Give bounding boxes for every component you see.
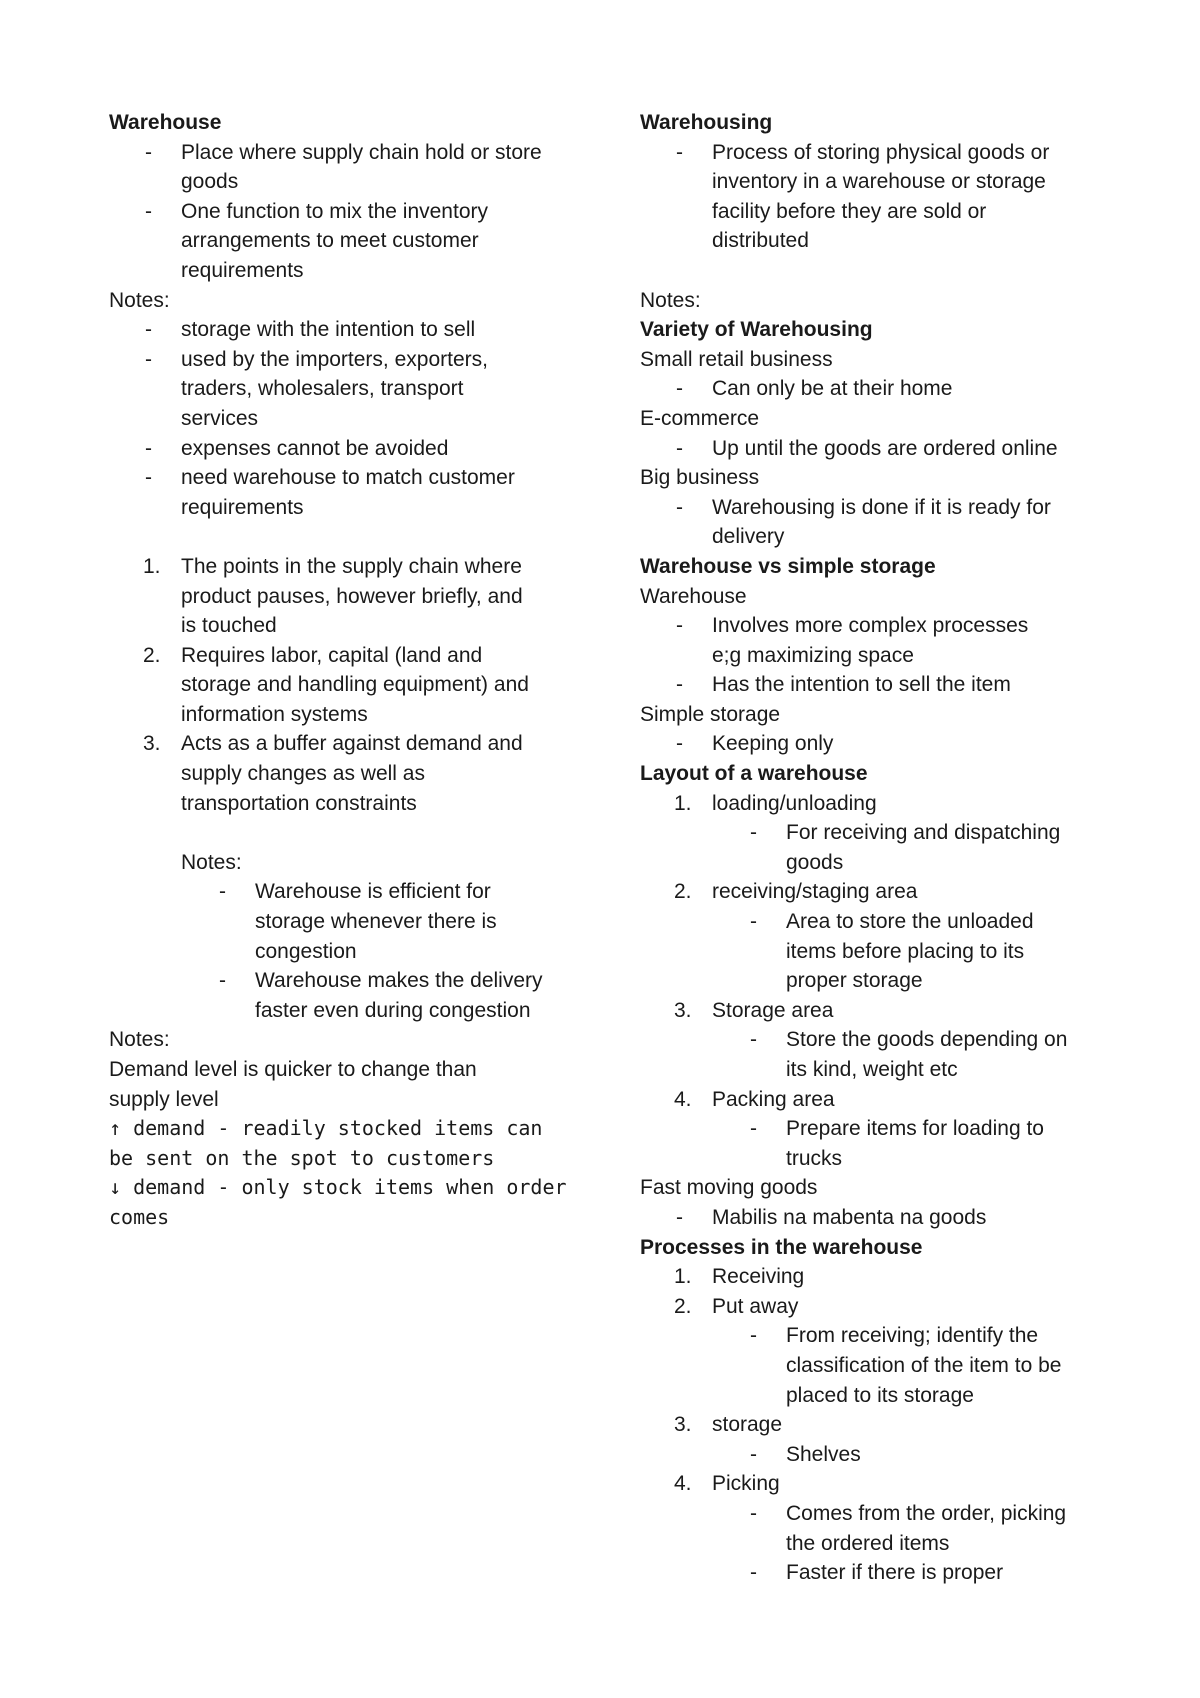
list-item (640, 1025, 1110, 1055)
line-text: Place where supply chain hold or store (181, 140, 542, 164)
bullet-dash: - (750, 910, 757, 934)
text-line (109, 848, 579, 878)
text-line (640, 1351, 1110, 1381)
line-text: distributed (712, 229, 809, 253)
line-text: E-commerce (640, 406, 760, 430)
text-line (109, 256, 579, 286)
bullet-dash: - (676, 140, 683, 164)
line-text: Processes in the warehouse (640, 1235, 923, 1259)
line-text: Receiving (712, 1265, 805, 1289)
line-text: storage with the intention to sell (181, 318, 476, 342)
line-text: Warehousing (640, 111, 773, 134)
list-item (109, 729, 579, 759)
text-line (640, 700, 1110, 730)
line-text: supply level (109, 1087, 219, 1111)
list-item (640, 1262, 1110, 1292)
list-item (109, 641, 579, 671)
line-text: Warehouse makes the delivery (255, 969, 543, 993)
line-text: expenses cannot be avoided (181, 436, 449, 460)
line-text: Prepare items for loading to (786, 1117, 1044, 1141)
line-text: Involves more complex processes (712, 614, 1029, 638)
blank-line (640, 256, 1110, 286)
line-text: proper storage (786, 969, 923, 993)
bullet-dash: - (676, 1205, 683, 1229)
line-text: Area to store the unloaded (786, 910, 1034, 934)
list-item (109, 877, 579, 907)
list-number: 3. (143, 732, 161, 756)
text-line (640, 1381, 1110, 1411)
list-item (109, 463, 579, 493)
line-text: ↓ demand - only stock items when order (109, 1175, 567, 1200)
text-line (109, 789, 579, 819)
list-item (109, 197, 579, 227)
line-text: Mabilis na mabenta na goods (712, 1205, 987, 1229)
list-item (640, 729, 1110, 759)
bullet-dash: - (750, 1028, 757, 1052)
text-line (109, 1144, 579, 1174)
section-heading (640, 108, 1110, 138)
text-line (640, 345, 1110, 375)
line-text: Storage area (712, 998, 834, 1022)
text-line (640, 197, 1110, 227)
line-text: Shelves (786, 1442, 861, 1466)
line-text: supply changes as well as (181, 762, 425, 786)
line-text: Acts as a buffer against demand and (181, 732, 523, 756)
section-heading (640, 552, 1110, 582)
section-heading (640, 315, 1110, 345)
list-item (640, 493, 1110, 523)
line-text: storage and handling equipment) and (181, 673, 529, 697)
list-item (640, 996, 1110, 1026)
text-line (640, 582, 1110, 612)
bullet-dash: - (750, 1117, 757, 1141)
line-text: Fast moving goods (640, 1176, 818, 1200)
list-item (640, 818, 1110, 848)
list-number: 2. (143, 643, 161, 667)
line-text: Notes: (181, 850, 242, 874)
line-text: information systems (181, 702, 368, 726)
text-line (109, 670, 579, 700)
bullet-dash: - (676, 614, 683, 638)
bullet-dash: - (219, 969, 226, 993)
line-text: trucks (786, 1146, 843, 1170)
line-text: receiving/staging area (712, 880, 918, 904)
text-line (640, 1055, 1110, 1085)
list-number: 3. (674, 1413, 692, 1437)
list-item (640, 1203, 1110, 1233)
text-line (640, 1173, 1110, 1203)
text-line (109, 996, 579, 1026)
bullet-dash: - (676, 495, 683, 519)
text-line (640, 463, 1110, 493)
bullet-dash: - (145, 466, 152, 490)
line-text: need warehouse to match customer (181, 466, 515, 490)
text-line (109, 582, 579, 612)
line-text: storage whenever there is (255, 910, 497, 934)
text-line (109, 1114, 579, 1144)
line-text: Can only be at their home (712, 377, 953, 401)
list-number: 1. (143, 554, 161, 578)
line-text: services (181, 406, 259, 430)
line-text: One function to mix the inventory (181, 199, 488, 223)
line-text: faster even during congestion (255, 998, 531, 1022)
list-item (640, 670, 1110, 700)
text-line (109, 167, 579, 197)
bullet-dash: - (145, 199, 152, 223)
bullet-dash: - (676, 673, 683, 697)
line-text: loading/unloading (712, 791, 877, 815)
line-text: classification of the item to be (786, 1353, 1062, 1377)
text-line (109, 907, 579, 937)
list-item (640, 907, 1110, 937)
line-text: Packing area (712, 1087, 835, 1111)
list-number: 4. (674, 1472, 692, 1496)
bullet-dash: - (676, 732, 683, 756)
text-line (640, 404, 1110, 434)
bullet-dash: - (145, 347, 152, 371)
text-line (109, 374, 579, 404)
list-item (640, 1114, 1110, 1144)
line-text: goods (786, 850, 844, 874)
list-item (640, 1499, 1110, 1529)
list-item (640, 374, 1110, 404)
line-text: comes (109, 1204, 170, 1229)
line-text: storage (712, 1413, 783, 1437)
list-number: 2. (674, 1294, 692, 1318)
text-line (109, 1025, 579, 1055)
line-text: Demand level is quicker to change than (109, 1058, 477, 1081)
text-line (640, 937, 1110, 967)
text-line (640, 966, 1110, 996)
line-text: is touched (181, 614, 277, 638)
text-line (109, 404, 579, 434)
line-text: For receiving and dispatching (786, 821, 1061, 845)
bullet-dash: - (750, 1324, 757, 1348)
text-line (109, 1085, 579, 1115)
text-line (640, 522, 1110, 552)
section-heading (640, 759, 1110, 789)
text-line (109, 759, 579, 789)
line-text: Store the goods depending on (786, 1028, 1068, 1052)
line-text: Comes from the order, picking (786, 1501, 1067, 1525)
line-text: Simple storage (640, 702, 781, 726)
bullet-dash: - (750, 1501, 757, 1525)
list-item (109, 315, 579, 345)
line-text: be sent on the spot to customers (109, 1145, 495, 1170)
line-text: transportation constraints (181, 791, 417, 815)
right-column (640, 108, 1110, 1588)
list-item (109, 552, 579, 582)
list-number: 4. (674, 1087, 692, 1111)
list-item (109, 138, 579, 168)
line-text: Layout of a warehouse (640, 762, 868, 786)
text-line (640, 226, 1110, 256)
list-item (640, 1440, 1110, 1470)
list-number: 1. (674, 1265, 692, 1289)
text-line (109, 226, 579, 256)
line-text: items before placing to its (786, 939, 1025, 963)
line-text: Notes: (109, 288, 170, 312)
line-text: Picking (712, 1472, 780, 1496)
text-line (640, 167, 1110, 197)
list-item (109, 434, 579, 464)
line-text: requirements (181, 258, 304, 282)
blank-line (109, 818, 579, 848)
line-text: From receiving; identify the (786, 1324, 1039, 1348)
section-heading (640, 1233, 1110, 1263)
bullet-dash: - (750, 821, 757, 845)
text-line (640, 641, 1110, 671)
text-line (109, 1055, 579, 1085)
line-text: Small retail business (640, 347, 833, 371)
text-line (109, 1173, 579, 1203)
list-item (640, 1292, 1110, 1322)
line-text: used by the importers, exporters, (181, 347, 488, 371)
line-text: requirements (181, 495, 304, 519)
line-text: inventory in a warehouse or storage (712, 170, 1046, 194)
line-text: goods (181, 170, 239, 194)
line-text: Warehouse (640, 584, 747, 608)
line-text: placed to its storage (786, 1383, 974, 1407)
list-item (640, 434, 1110, 464)
text-line (640, 1529, 1110, 1559)
line-text: e;g maximizing space (712, 643, 914, 667)
line-text: Warehousing is done if it is ready for (712, 495, 1051, 519)
list-number: 3. (674, 998, 692, 1022)
line-text: Up until the goods are ordered online (712, 436, 1058, 460)
line-text: ↑ demand - readily stocked items can (109, 1116, 543, 1141)
list-item (640, 1469, 1110, 1499)
line-text: delivery (712, 525, 785, 549)
line-text: Notes: (109, 1028, 170, 1052)
bullet-dash: - (145, 140, 152, 164)
line-text: Keeping only (712, 732, 834, 756)
line-text: arrangements to meet customer (181, 229, 479, 253)
bullet-dash: - (750, 1442, 757, 1466)
list-item (109, 345, 579, 375)
text-line (640, 286, 1110, 316)
line-text: Warehouse is efficient for (255, 880, 491, 904)
list-item (640, 877, 1110, 907)
bullet-dash: - (145, 318, 152, 342)
list-item (640, 1410, 1110, 1440)
text-line (109, 493, 579, 523)
text-line (109, 611, 579, 641)
section-heading (109, 108, 579, 138)
bullet-dash: - (145, 436, 152, 460)
line-text: Process of storing physical goods or (712, 140, 1050, 164)
line-text: Big business (640, 466, 760, 490)
list-number: 2. (674, 880, 692, 904)
line-text: Variety of Warehousing (640, 318, 873, 342)
line-text: Notes: (640, 288, 701, 312)
list-item (640, 1085, 1110, 1115)
text-line (640, 1144, 1110, 1174)
bullet-dash: - (676, 377, 683, 401)
line-text: Faster if there is proper (786, 1561, 1004, 1585)
text-line (640, 848, 1110, 878)
bullet-dash: - (219, 880, 226, 904)
line-text: product pauses, however briefly, and (181, 584, 523, 608)
list-item (640, 138, 1110, 168)
list-number: 1. (674, 791, 692, 815)
list-item (640, 1558, 1110, 1588)
line-text: Warehouse vs simple storage (640, 554, 936, 578)
text-line (109, 700, 579, 730)
bullet-dash: - (676, 436, 683, 460)
line-text: its kind, weight etc (786, 1058, 958, 1081)
line-text: Warehouse (109, 111, 222, 134)
line-text: facility before they are sold or (712, 199, 987, 223)
list-item (640, 611, 1110, 641)
left-column (109, 108, 579, 1233)
list-item (109, 966, 579, 996)
line-text: Put away (712, 1294, 799, 1318)
line-text: Has the intention to sell the item (712, 673, 1011, 697)
list-item (640, 1321, 1110, 1351)
line-text: congestion (255, 939, 357, 963)
list-item (640, 789, 1110, 819)
text-line (109, 937, 579, 967)
line-text: The points in the supply chain where (181, 554, 522, 578)
text-line (109, 1203, 579, 1233)
line-text: traders, wholesalers, transport (181, 377, 464, 401)
line-text: the ordered items (786, 1531, 950, 1555)
line-text: Requires labor, capital (land and (181, 643, 483, 667)
blank-line (109, 522, 579, 552)
text-line (109, 286, 579, 316)
bullet-dash: - (750, 1561, 757, 1585)
